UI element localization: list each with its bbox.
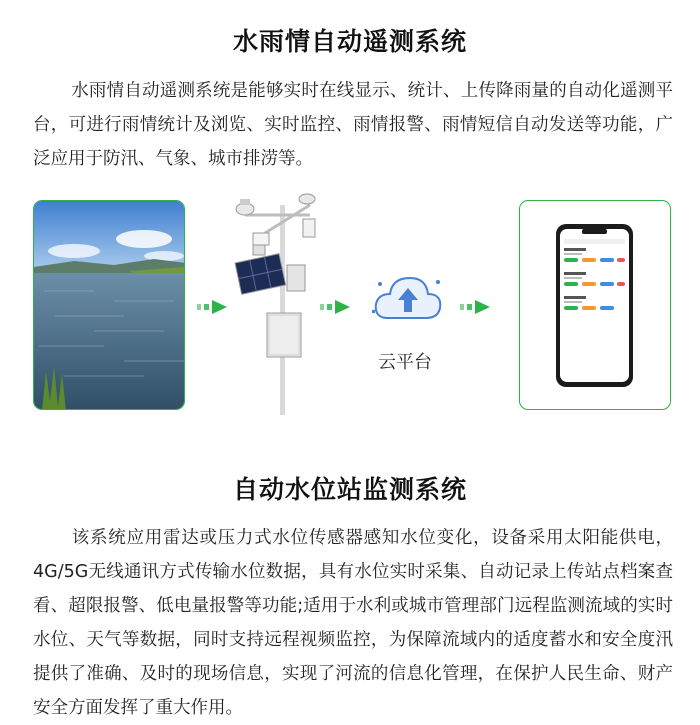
cloud-upload-icon [370, 270, 446, 328]
smartphone [520, 201, 671, 410]
smartphone-card [519, 200, 671, 410]
section1-paragraph: 水雨情自动遥测系统是能够实时在线显示、统计、上传降雨量的自动化遥测平台，可进行雨情统计及浏览、实时监控、雨情报警、雨情短信自动发送等功能，广泛应用于防汛、气象、城市排涝等。 [33, 81, 673, 169]
cloud-platform-label: 云平台 [378, 352, 432, 373]
lake-photo [33, 200, 185, 410]
section2-title: 自动水位站监测系统 [232, 475, 467, 504]
arrow-right-icon [460, 300, 492, 314]
section2-paragraph: 该系统应用雷达或压力式水位传感器感知水位变化，设备采用太阳能供电，4G/5G无线通讯方式传输水位数据，具有水位实时采集、自动记录上传站点档案查看、超限报警、低电量报警等功能;适用于水利或城市管理部门远程监测流域的实时水位、天气等数据，同时支持远程视频监控，为保障流域内的适度蓄水和安全度汛提供了准确、及时的现场信息，实现了河流的信息化管理，在保护人民生命、财产安全方面发挥了重大作用。 [33, 528, 673, 718]
arrow-right-icon [320, 300, 352, 314]
section1-title: 水雨情自动遥测系统 [232, 27, 467, 56]
weather-station [225, 185, 325, 415]
